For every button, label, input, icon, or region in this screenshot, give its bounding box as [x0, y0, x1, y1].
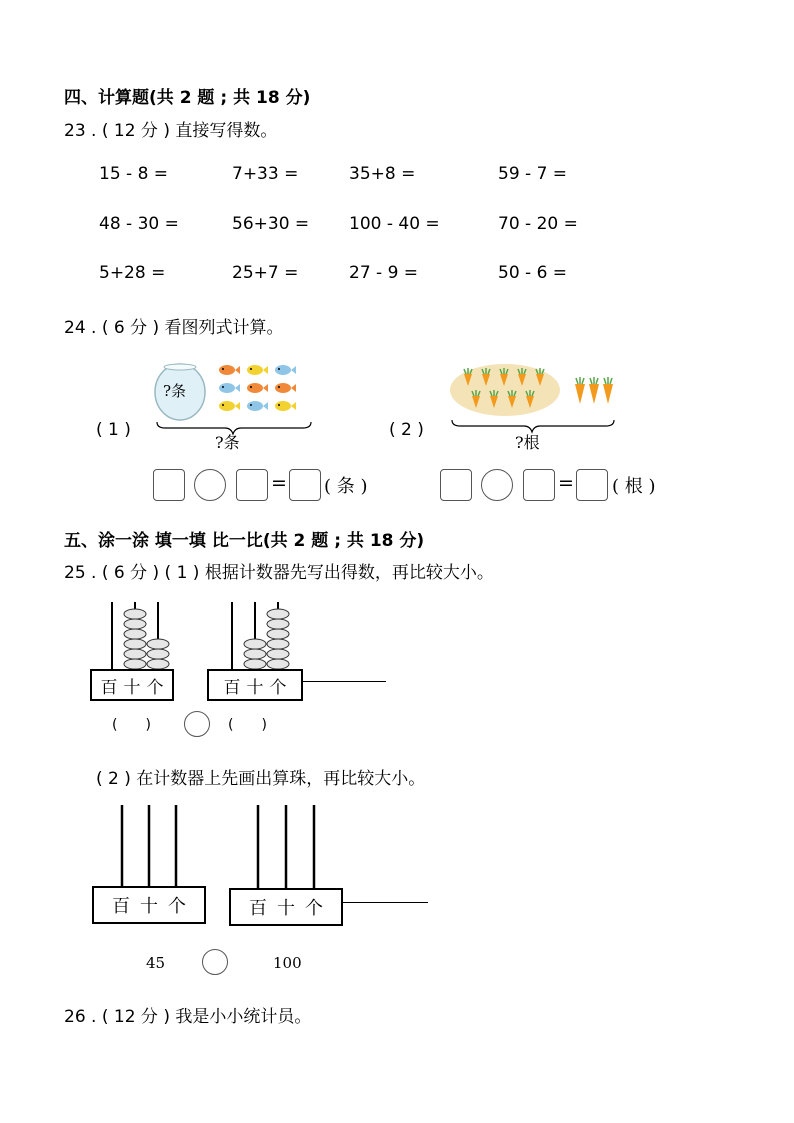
- abacus-1: [90, 600, 180, 672]
- part-1-number: ( 1 ): [96, 420, 131, 440]
- problem-cell: 7+33 =: [232, 164, 299, 184]
- fishbowl-question: ?条: [163, 382, 187, 400]
- empty-abacus-2[interactable]: [235, 805, 345, 890]
- empty-abacus-2-place-labels: [229, 888, 343, 926]
- tens-label: 十: [277, 898, 295, 919]
- empty-abacus-1-place-labels: [92, 886, 206, 924]
- answer-box[interactable]: [153, 469, 185, 501]
- answer-blank-right[interactable]: ( ): [228, 717, 267, 733]
- equals-sign: =: [271, 472, 287, 494]
- tens-beads: [124, 609, 146, 669]
- section-4-title: 四、计算题(共 2 题 ; 共 18 分): [64, 88, 311, 108]
- abacus-2: [210, 600, 300, 672]
- part-2-number: ( 2 ): [389, 420, 424, 440]
- hundreds-label: 百: [112, 896, 130, 917]
- problem-cell: 59 - 7 =: [498, 164, 568, 184]
- empty-abacus-1[interactable]: [100, 805, 210, 890]
- hundreds-label: 百: [249, 898, 267, 919]
- answer-box[interactable]: [523, 469, 555, 501]
- hundreds-label: 百: [100, 677, 118, 698]
- unit-label: ( 条 ): [324, 476, 368, 497]
- operator-circle[interactable]: [481, 469, 513, 501]
- number-right: 100: [273, 954, 302, 972]
- problem-cell: 35+8 =: [349, 164, 416, 184]
- compare-circle[interactable]: [202, 949, 228, 975]
- tens-beads: [244, 639, 266, 669]
- tens-label: 十: [140, 896, 158, 917]
- ones-beads: [147, 639, 169, 669]
- question-24-label: 24 . ( 6 分 ) 看图列式计算。: [64, 318, 284, 338]
- unit-label: ( 根 ): [612, 476, 656, 497]
- tens-label: 十: [246, 677, 264, 698]
- number-left: 45: [146, 954, 166, 972]
- equals-sign: =: [558, 472, 574, 494]
- ones-label: 个: [146, 677, 164, 698]
- answer-box[interactable]: [236, 469, 268, 501]
- fish-group-icon: [219, 365, 296, 411]
- baseline-rule: [341, 902, 428, 903]
- question-23-label: 23 . ( 12 分 ) 直接写得数。: [64, 121, 278, 141]
- question-26-label: 26 . ( 12 分 ) 我是小小统计员。: [64, 1007, 312, 1027]
- compare-circle[interactable]: [184, 711, 210, 737]
- problem-cell: 100 - 40 =: [349, 214, 440, 234]
- problem-cell: 70 - 20 =: [498, 214, 578, 234]
- question-25-label: 25 . ( 6 分 ) ( 1 ) 根据计数器先写出得数，再比较大小。: [64, 563, 494, 583]
- tens-label: 十: [123, 677, 141, 698]
- problem-cell: 48 - 30 =: [99, 214, 179, 234]
- abacus-2-place-labels: [207, 669, 303, 701]
- hundreds-label: 百: [223, 677, 241, 698]
- problem-cell: 27 - 9 =: [349, 263, 419, 283]
- problem-cell: 56+30 =: [232, 214, 310, 234]
- problem-cell: 15 - 8 =: [99, 164, 169, 184]
- baseline-rule: [301, 681, 386, 682]
- ones-label: 个: [269, 677, 287, 698]
- problem-cell: 5+28 =: [99, 263, 166, 283]
- problem-cell: 50 - 6 =: [498, 263, 568, 283]
- ones-beads: [267, 609, 289, 669]
- question-25-part-2-label: ( 2 ) 在计数器上先画出算珠，再比较大小。: [96, 769, 426, 789]
- answer-box[interactable]: [576, 469, 608, 501]
- carrot-total-label: ?根: [515, 433, 540, 452]
- ones-label: 个: [168, 896, 186, 917]
- section-5-title: 五、涂一涂 填一填 比一比(共 2 题 ; 共 18 分): [64, 531, 425, 551]
- ones-label: 个: [305, 898, 323, 919]
- abacus-1-place-labels: [90, 669, 174, 701]
- operator-circle[interactable]: [194, 469, 226, 501]
- answer-box[interactable]: [440, 469, 472, 501]
- problem-cell: 25+7 =: [232, 263, 299, 283]
- answer-box[interactable]: [289, 469, 321, 501]
- fishbowl-label: ?条: [215, 433, 240, 452]
- answer-blank-left[interactable]: ( ): [112, 717, 151, 733]
